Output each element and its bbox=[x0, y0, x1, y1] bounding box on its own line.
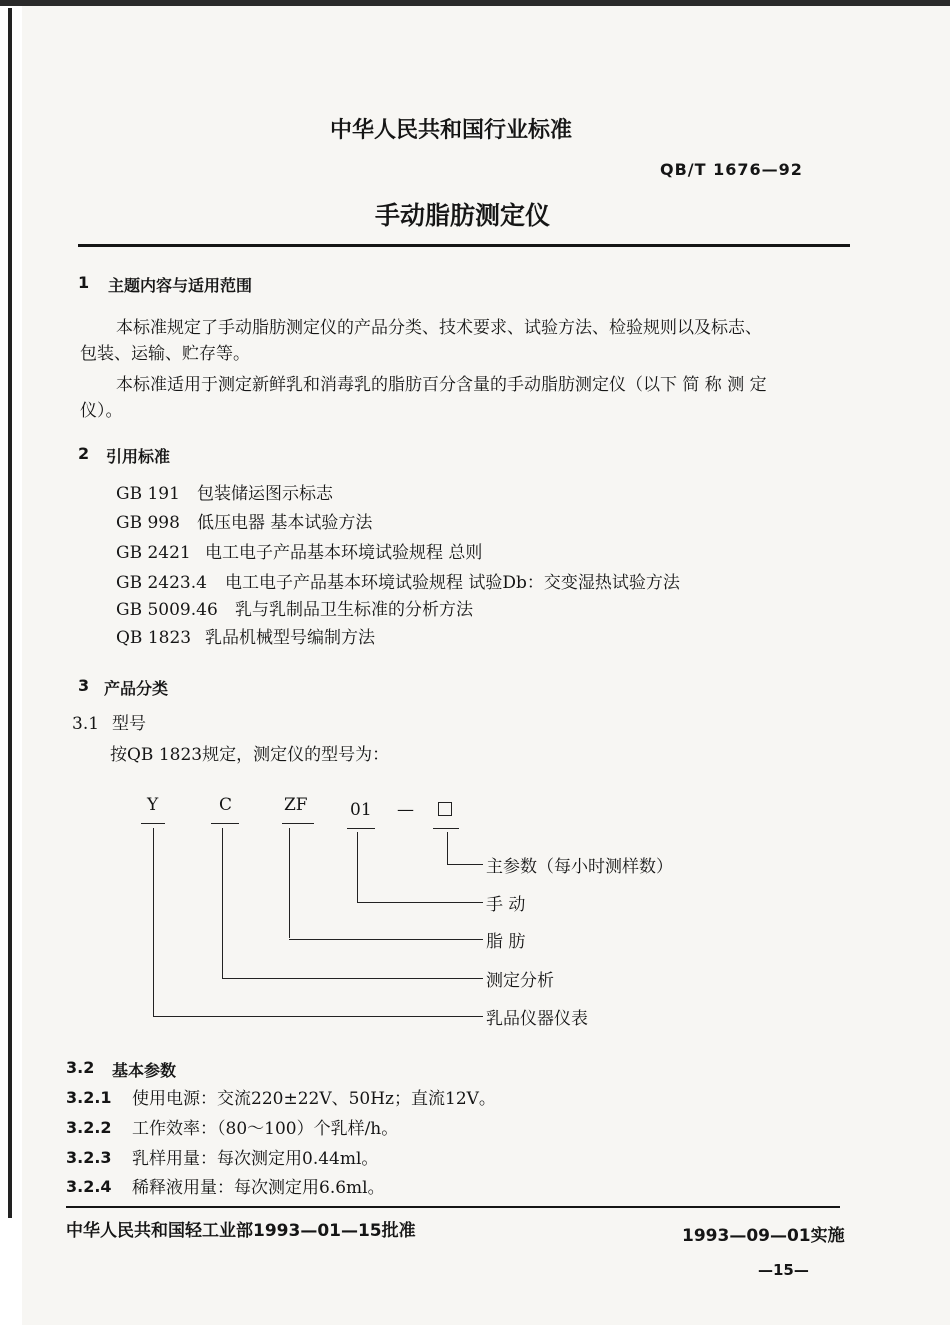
org-title: 中华人民共和国行业标准 bbox=[330, 118, 573, 143]
model-code-dash: — bbox=[397, 800, 414, 820]
reference-title: 低压电器 基本试验方法 bbox=[197, 513, 373, 533]
reference-code: GB 2421 bbox=[116, 543, 191, 563]
reference-code: GB 5009.46 bbox=[116, 600, 218, 620]
scan-edge bbox=[0, 0, 950, 6]
underline bbox=[211, 823, 239, 824]
section-1-para2-line2: 仪）。 bbox=[80, 401, 123, 421]
model-intro: 按QB 1823规定，测定仪的型号为： bbox=[110, 745, 390, 765]
connector-line bbox=[447, 832, 448, 864]
subsection-3-2-number: 3.2 bbox=[66, 1058, 95, 1077]
reference-title: 电工电子产品基本环境试验规程 试验Db：交变湿热试验方法 bbox=[225, 573, 680, 593]
section-1-para2-line1: 本标准适用于测定新鲜乳和消毒乳的脂肪百分含量的手动脂肪测定仪（以下 简 称 测 定 bbox=[116, 375, 767, 395]
model-code-01: 01 bbox=[350, 800, 372, 820]
document-title: 手动脂肪测定仪 bbox=[375, 201, 551, 230]
subsection-3-1-title: 型号 bbox=[112, 714, 146, 734]
section-3-heading: 产品分类 bbox=[104, 679, 169, 698]
legend-determination-analysis: 测定分析 bbox=[486, 971, 554, 991]
section-1-heading: 主题内容与适用范围 bbox=[108, 276, 253, 295]
scan-binding-bar bbox=[8, 8, 12, 1218]
param-text: 使用电源：交流220±22V、50Hz；直流12V。 bbox=[132, 1089, 496, 1109]
underline bbox=[282, 823, 314, 824]
reference-code: QB 1823 bbox=[116, 628, 192, 648]
legend-main-parameter: 主参数（每小时测样数） bbox=[486, 857, 673, 877]
section-1-para1-line1: 本标准规定了手动脂肪测定仪的产品分类、技术要求、试验方法、检验规则以及标志、 bbox=[116, 318, 762, 338]
approval-statement: 中华人民共和国轻工业部1993—01—15批准 bbox=[66, 1221, 416, 1241]
connector-line bbox=[447, 864, 483, 865]
section-2-number: 2 bbox=[78, 444, 90, 463]
reference-title: 包装储运图示标志 bbox=[197, 484, 333, 504]
section-3-number: 3 bbox=[78, 676, 90, 695]
param-text: 乳样用量：每次测定用0.44ml。 bbox=[132, 1149, 379, 1169]
section-1-number: 1 bbox=[78, 273, 90, 292]
model-code-y: Y bbox=[147, 795, 159, 815]
param-number: 3.2.1 bbox=[66, 1088, 112, 1107]
effective-date: 1993—09—01实施 bbox=[682, 1226, 845, 1246]
header-rule bbox=[78, 244, 850, 247]
subsection-3-1-number: 3.1 bbox=[72, 714, 100, 734]
underline bbox=[141, 823, 165, 824]
section-1-para1-line2: 包装、运输、贮存等。 bbox=[80, 344, 250, 364]
legend-dairy-instruments: 乳品仪器仪表 bbox=[486, 1009, 588, 1029]
connector-line bbox=[222, 828, 223, 978]
reference-title: 电工电子产品基本环境试验规程 总则 bbox=[205, 543, 483, 563]
underline bbox=[433, 828, 459, 829]
connector-line bbox=[222, 978, 483, 979]
param-text: 稀释液用量：每次测定用6.6ml。 bbox=[132, 1178, 385, 1198]
reference-code: GB 998 bbox=[116, 513, 180, 533]
connector-line bbox=[357, 902, 483, 903]
reference-title: 乳与乳制品卫生标准的分析方法 bbox=[235, 600, 473, 620]
connector-line bbox=[289, 939, 483, 940]
param-number: 3.2.3 bbox=[66, 1148, 112, 1167]
legend-manual: 手 动 bbox=[486, 895, 526, 915]
connector-line bbox=[153, 828, 154, 1016]
connector-line bbox=[153, 1016, 483, 1017]
page-number: —15— bbox=[758, 1261, 809, 1279]
param-number: 3.2.2 bbox=[66, 1118, 112, 1137]
model-code-zf: ZF bbox=[284, 795, 308, 815]
reference-title: 乳品机械型号编制方法 bbox=[205, 628, 375, 648]
footer-rule bbox=[66, 1206, 840, 1208]
subsection-3-2-title: 基本参数 bbox=[112, 1061, 177, 1080]
reference-code: GB 191 bbox=[116, 484, 180, 504]
empty-square-icon bbox=[438, 802, 452, 816]
underline bbox=[347, 828, 375, 829]
connector-line bbox=[357, 832, 358, 902]
legend-fat: 脂 肪 bbox=[486, 932, 526, 952]
standard-code: QB/T 1676—92 bbox=[660, 160, 803, 179]
section-2-heading: 引用标准 bbox=[106, 447, 171, 466]
reference-code: GB 2423.4 bbox=[116, 573, 207, 593]
model-code-c: C bbox=[219, 795, 233, 815]
param-text: 工作效率：（80～100）个乳样/h。 bbox=[132, 1119, 399, 1139]
connector-line bbox=[289, 828, 290, 938]
param-number: 3.2.4 bbox=[66, 1177, 112, 1196]
